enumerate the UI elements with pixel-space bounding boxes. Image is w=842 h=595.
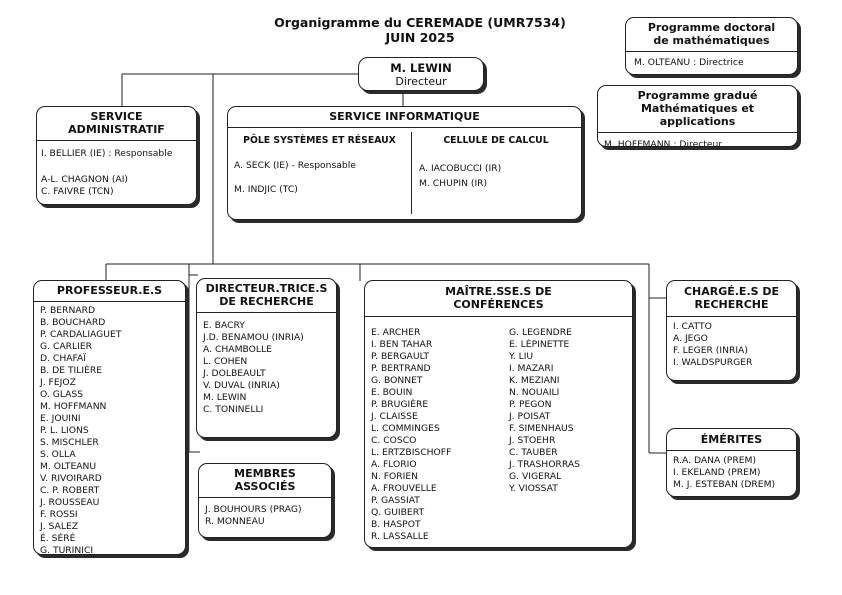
professor: M. OLTEANU: [40, 461, 97, 472]
professor: J. FEJOZ: [40, 377, 76, 388]
lecturer: R. LASSALLE: [371, 531, 429, 542]
lecturer: F. SIMENHAUS: [509, 423, 574, 434]
research-directors-title: [197, 279, 336, 313]
professor: G. TURINICI: [40, 545, 94, 556]
lecturer: E. ARCHER: [371, 327, 421, 338]
associate: R. MONNEAU: [205, 516, 265, 527]
lecturer: E. LÉPINETTE: [509, 339, 570, 350]
graduate-program-box: [597, 85, 798, 150]
admin-service-box: [36, 106, 197, 205]
researchers-title-line-1: CHARGÉ.E.S DE: [683, 285, 780, 298]
researchers-title-line-2: RECHERCHE: [694, 298, 769, 311]
lecturers-box: [364, 280, 633, 548]
lecturer: J. CLAISSE: [371, 411, 418, 422]
associates-title-line-2: ASSOCIÉS: [234, 480, 296, 493]
research-director: C. TONINELLI: [203, 404, 264, 415]
doctoral-head: M. OLTEANU : Directrice: [634, 57, 744, 68]
emeritus: R.A. DANA (PREM): [673, 455, 757, 466]
lecturers-col-1: [371, 327, 451, 543]
cell-member: M. CHUPIN (IR): [419, 178, 488, 189]
computing-cell-title: CELLULE DE CALCUL: [443, 135, 549, 146]
lecturer: C. COSCO: [371, 435, 417, 446]
research-directors-title-line-1: DIRECTEUR.TRICE.S: [205, 282, 328, 295]
professor: C. P. ROBERT: [40, 485, 100, 496]
lecturer: I. MAZARI: [509, 363, 554, 374]
professors-title: PROFESSEUR.E.S: [34, 281, 185, 302]
lecturers-col-2: [509, 327, 580, 495]
lecturer: K. MEZIANI: [509, 375, 560, 386]
admin-member: I. BELLIER (IE) : Responsable: [41, 148, 173, 159]
emeritus: M. J. ESTEBAN (DREM): [673, 479, 776, 490]
title-line-1: Organigramme du CEREMADE (UMR7534): [274, 15, 566, 30]
lecturer: G. BONNET: [371, 375, 423, 386]
research-director: L. COHEN: [203, 356, 248, 367]
associates-title-line-1: MEMBRES: [234, 467, 296, 480]
lecturer: J. POISAT: [509, 411, 551, 422]
professor: G. CARLIER: [40, 341, 93, 352]
research-director: M. LEWIN: [203, 392, 247, 403]
research-director: A. CHAMBOLLE: [203, 344, 272, 355]
graduate-head: M. HOFFMANN : Directeur: [604, 139, 723, 150]
associates-title: [199, 464, 331, 498]
professor: B. DE TILIÈRE: [40, 365, 103, 376]
lecturer: N. FORIEN: [371, 471, 419, 482]
researcher: I. WALDSPURGER: [673, 357, 753, 368]
systems-pole: [228, 135, 411, 196]
pole-member: A. SECK (IE) - Responsable: [234, 160, 356, 171]
lecturer: G. VIGERAL: [509, 471, 562, 482]
professor: É. SÉRÉ: [40, 533, 76, 544]
professor: J. SALEZ: [40, 521, 79, 532]
lecturer: P. BRUGIÈRE: [371, 399, 429, 410]
professors-list: [34, 302, 185, 561]
systems-pole-title: PÔLE SYSTÈMES ET RÉSEAUX: [243, 135, 396, 146]
professor: J. ROUSSEAU: [40, 497, 100, 508]
researcher: A. JEGO: [673, 333, 708, 344]
admin-title-line-1: SERVICE: [90, 110, 143, 123]
lecturer: Y. VIOSSAT: [509, 483, 558, 494]
lecturer: E. BOUIN: [371, 387, 413, 398]
it-service-title: SERVICE INFORMATIQUE: [228, 107, 581, 128]
director-name: M. LEWIN: [390, 61, 452, 75]
professor: P. CARDALIAGUET: [40, 329, 122, 340]
researchers-list: [667, 317, 796, 373]
researchers-title: [667, 281, 796, 317]
admin-member: C. FAIVRE (TCN): [41, 186, 114, 197]
title-line-2: JUIN 2025: [385, 30, 455, 45]
associate: J. BOUHOURS (PRAG): [205, 504, 302, 515]
lecturer: B. HASPOT: [371, 519, 421, 530]
lecturers-title-line-1: MAÎTRE.SSE.S DE: [445, 285, 552, 298]
emeritus: I. EKELAND (PREM): [673, 467, 761, 478]
professors-box: [33, 280, 186, 555]
graduate-program-title: [598, 86, 797, 133]
lecturers-title-line-2: CONFÉRENCES: [453, 298, 544, 311]
associates-box: [198, 463, 332, 538]
research-director: J. DOLBEAULT: [203, 368, 266, 379]
director-box: [358, 57, 484, 91]
admin-title-line-2: ADMINISTRATIF: [68, 123, 165, 136]
admin-service-title: [37, 107, 196, 141]
lecturer: I. BEN TAHAR: [371, 339, 433, 350]
emeriti-list: [667, 451, 796, 495]
graduate-title-line-1: Programme gradué: [637, 89, 758, 102]
lecturer: Q. GUIBERT: [371, 507, 425, 518]
research-director: J.D. BENAMOU (INRIA): [203, 332, 304, 343]
emeriti-box: [666, 428, 797, 497]
emeriti-title: ÉMÉRITES: [667, 429, 796, 451]
researcher: F. LEGER (INRIA): [673, 345, 748, 356]
chart-title: [200, 15, 640, 45]
research-directors-title-line-2: DE RECHERCHE: [219, 295, 314, 308]
admin-member: A-L. CHAGNON (AI): [41, 174, 128, 185]
professor: D. CHAFAÏ: [40, 353, 86, 364]
doctoral-program-box: [625, 17, 798, 75]
lecturer: G. LEGENDRE: [509, 327, 572, 338]
lecturers-title: [365, 281, 632, 317]
professor: B. BOUCHARD: [40, 317, 106, 328]
professor: F. ROSSI: [40, 509, 78, 520]
professor: P. L. LIONS: [40, 425, 89, 436]
pole-member: M. INDJIC (TC): [234, 184, 298, 195]
professor: E. JOUINI: [40, 413, 81, 424]
lecturer: A. FROUVELLE: [371, 483, 437, 494]
professor: P. BERNARD: [40, 305, 96, 316]
researcher: I. CATTO: [673, 321, 712, 332]
computing-cell: [412, 135, 580, 190]
lecturer: P. GASSIAT: [371, 495, 420, 506]
doctoral-title-line-2: de mathématiques: [653, 34, 770, 47]
lecturer: L. COMMINGES: [371, 423, 440, 434]
doctoral-program-title: [626, 18, 797, 52]
research-directors-box: [196, 278, 337, 438]
doctoral-title-line-1: Programme doctoral: [647, 21, 776, 34]
cell-member: A. IACOBUCCI (IR): [419, 163, 502, 174]
research-director: V. DUVAL (INRIA): [203, 380, 280, 391]
it-service-box: [227, 106, 582, 220]
lecturer: P. PEGON: [509, 399, 552, 410]
research-directors-list: [197, 313, 336, 420]
professor: S. OLLA: [40, 449, 76, 460]
professor: O. GLASS: [40, 389, 84, 400]
researchers-box: [666, 280, 797, 381]
lecturer: J. TRASHORRAS: [509, 459, 580, 470]
lecturer: Y. LIU: [509, 351, 534, 362]
lecturer: C. TAUBER: [509, 447, 558, 458]
lecturer: P. BERGAULT: [371, 351, 430, 362]
research-director: E. BACRY: [203, 320, 245, 331]
professor: S. MISCHLER: [40, 437, 99, 448]
professor: M. HOFFMANN: [40, 401, 107, 412]
lecturer: P. BERTRAND: [371, 363, 431, 374]
professor: V. RIVOIRARD: [40, 473, 102, 484]
lecturer: N. NOUAILI: [509, 387, 560, 398]
graduate-title-line-2: Mathématiques et applications: [640, 102, 755, 128]
lecturer: A. FLORIO: [371, 459, 417, 470]
director-role: Directeur: [395, 75, 447, 88]
associates-list: [199, 498, 331, 532]
lecturer: L. ERTZBISCHOFF: [371, 447, 452, 458]
lecturer: J. STOEHR: [509, 435, 556, 446]
